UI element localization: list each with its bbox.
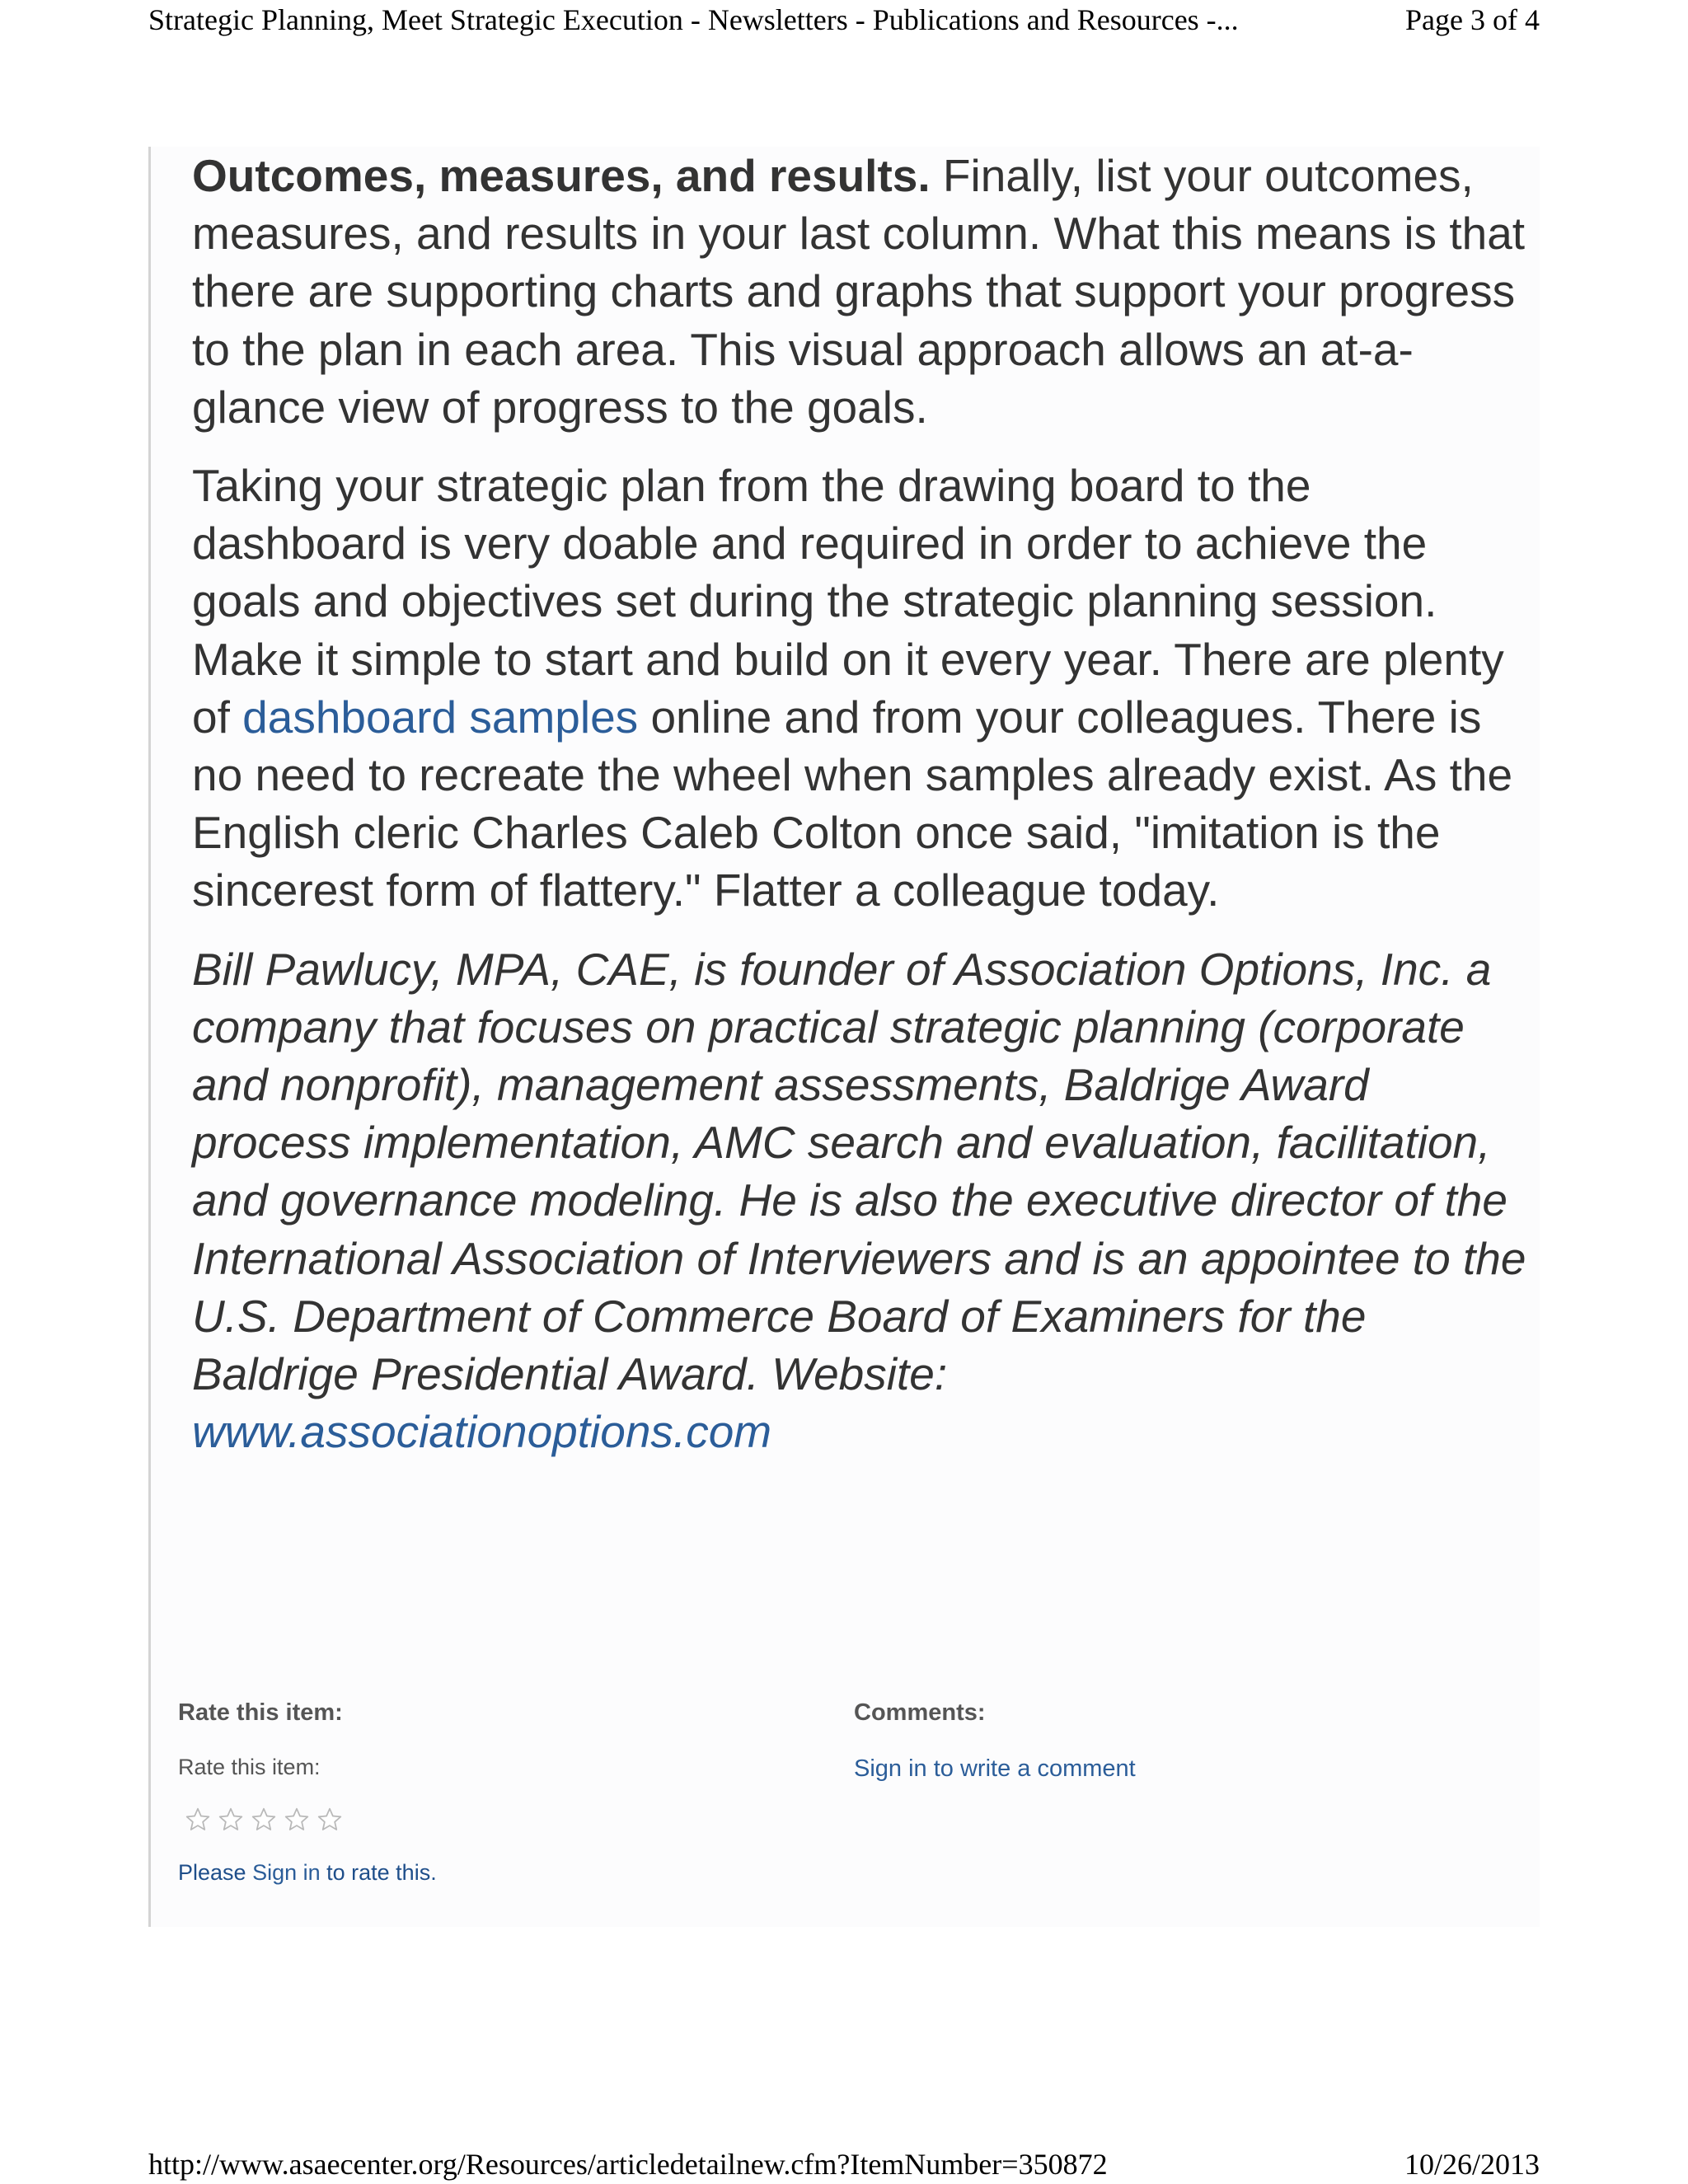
- dashboard-samples-link[interactable]: dashboard samples: [242, 691, 639, 743]
- paragraph-text: online and from your colleagues. There is no need to recreate the wheel when samples already exist. As the English cleric Charles Caleb Colton once said, "imitation is the sincerest form of flattery." Flatter a colleague today.: [192, 691, 1513, 916]
- signin-suffix: to rate this.: [320, 1860, 437, 1885]
- paragraph-text: Finally, list your outcomes, measures, and results in your last column. What this means is that there are supporting charts and graphs that support your progress to the plan in each area. This visual approach allows an at-a-glance view of progress to the goals.: [192, 150, 1526, 433]
- article-body: [192, 147, 1527, 1460]
- comments-heading: Comments:: [854, 1699, 986, 1726]
- rating-label: Rate this item:: [178, 1755, 321, 1779]
- author-website-link[interactable]: www.associationoptions.com: [192, 1406, 772, 1458]
- print-footer: [148, 2144, 1540, 2184]
- rating-heading: Rate this item:: [178, 1699, 343, 1726]
- star-rating-widget[interactable]: [185, 1807, 343, 1833]
- star-icon[interactable]: [218, 1807, 244, 1833]
- paragraph-text: Taking your strategic plan from the drawing board to the dashboard is very doable and required in order to achieve the goals and objectives set during the strategic planning session. Make it simple to start and build on it every year. There are plenty of: [192, 460, 1504, 743]
- signin-to-rate-link[interactable]: Sign in: [252, 1860, 321, 1885]
- article-paragraph-conclusion: [192, 457, 1527, 920]
- print-footer-url: http://www.asaecenter.org/Resources/articledetailnew.cfm?ItemNumber=350872: [148, 2148, 1108, 2181]
- star-icon[interactable]: [284, 1807, 310, 1833]
- signin-to-comment-link[interactable]: Sign in to write a comment: [854, 1755, 1136, 1782]
- signin-prefix: Please: [178, 1860, 253, 1885]
- left-border-rule: [148, 147, 151, 1927]
- print-header-page-number: Page 3 of 4: [1405, 3, 1540, 36]
- rating-section: [178, 1696, 755, 1885]
- print-footer-date: 10/26/2013: [1404, 2148, 1540, 2181]
- print-header-title: Strategic Planning, Meet Strategic Execution - Newsletters - Publications and Resources -...: [148, 3, 1239, 36]
- article-paragraph-outcomes: [192, 147, 1527, 436]
- paragraph-lead-in: Outcomes, measures, and results.: [192, 150, 931, 201]
- star-icon[interactable]: [185, 1807, 211, 1833]
- author-bio-text: Bill Pawlucy, MPA, CAE, is founder of Association Options, Inc. a company that focuses on practical strategic planning (corporate and nonprofit), management assessments, Baldrige Award process implementation, AMC search and evaluation, facilitation, and governance modeling. He is also the executive director of the International Association of Interviewers and is an appointee to the U.S. Department of Commerce Board of Examiners for the Baldrige Presidential Award. Website:: [192, 943, 1526, 1400]
- star-icon[interactable]: [251, 1807, 277, 1833]
- author-bio: [192, 940, 1527, 1461]
- print-header: [148, 0, 1540, 40]
- signin-to-rate: [178, 1858, 437, 1887]
- star-icon[interactable]: [316, 1807, 343, 1833]
- comments-section: [854, 1696, 1431, 1782]
